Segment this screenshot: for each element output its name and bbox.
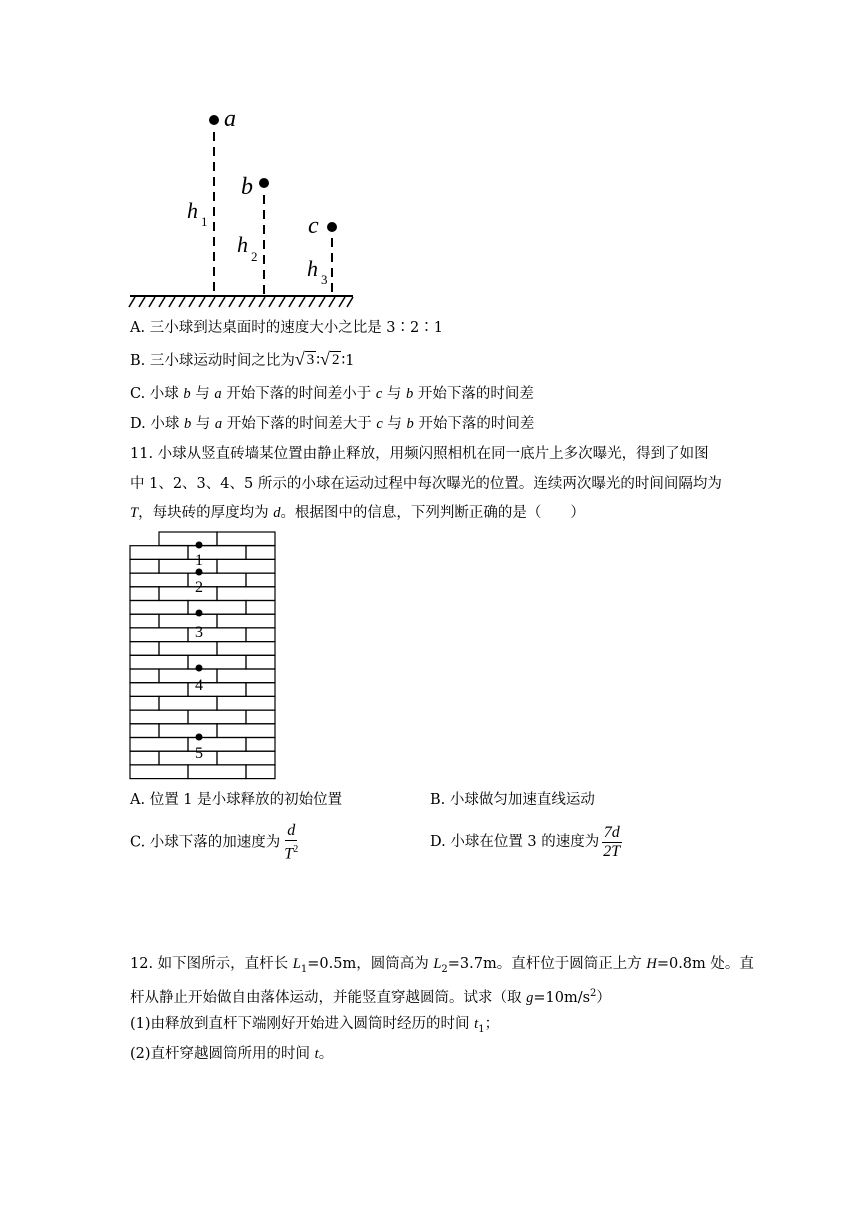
brick <box>130 683 188 697</box>
brick <box>246 601 275 615</box>
label-h2-sub: 2 <box>251 249 258 264</box>
brick <box>217 669 275 683</box>
brick <box>159 642 217 656</box>
position-label-1: 1 <box>195 552 203 569</box>
brick <box>159 614 217 628</box>
label-a: a <box>224 106 236 132</box>
q10-option-d: D. 小球 b 与 a 开始下落的时间差大于 c 与 b 开始下落的时间差 <box>130 416 535 432</box>
brick <box>159 669 217 683</box>
brick <box>130 573 188 587</box>
label-h1: h <box>187 198 198 223</box>
brick <box>159 751 217 765</box>
position-label-4: 4 <box>195 677 203 694</box>
brick <box>130 642 159 656</box>
brick-wall-figure <box>128 530 280 782</box>
brick <box>188 765 246 779</box>
ball-c <box>327 222 337 232</box>
position-label-3: 3 <box>195 624 203 641</box>
label-h3: h <box>307 256 318 281</box>
brick <box>188 710 246 724</box>
label-h1-sub: 1 <box>201 214 208 229</box>
q12-stem-line2: 杆从静止开始做自由落体运动，并能竖直穿越圆筒。试求（取 $g=10m/s^2$） <box>130 988 611 1006</box>
q12-part2: (2)直杆穿越圆筒所用的时间 t。 <box>130 1046 334 1062</box>
brick <box>130 628 188 642</box>
brick <box>130 696 159 710</box>
brick <box>130 669 159 683</box>
q11-option-c: C. 小球下落的加速度为 $\frac{d}{T^2}$ <box>130 822 299 863</box>
brick <box>130 614 159 628</box>
ball-position-2 <box>196 569 203 576</box>
q11-stem-line3: T，每块砖的厚度均为 d。根据图中的信息，下列判断正确的是（ ） <box>130 505 585 521</box>
brick <box>217 587 275 601</box>
label-c: c <box>308 213 319 239</box>
brick <box>246 546 275 560</box>
brick <box>217 559 275 573</box>
q11-option-a: A. 位置 1 是小球释放的初始位置 <box>130 792 343 808</box>
brick <box>159 724 217 738</box>
ball-b <box>259 178 269 188</box>
brick <box>159 559 217 573</box>
brick <box>246 655 275 669</box>
q11-stem-line1: 11. 小球从竖直砖墙某位置由静止释放，用频闪照相机在同一底片上多次曝光，得到了如图 <box>130 446 709 462</box>
brick <box>130 546 188 560</box>
q11-option-d: D. 小球在位置 3 的速度为 $\frac{7d}{2T}$ <box>430 823 621 860</box>
brick <box>246 765 275 779</box>
brick <box>159 587 217 601</box>
q11-option-b: B. 小球做匀加速直线运动 <box>430 792 595 808</box>
ball-position-4 <box>196 665 203 672</box>
brick <box>246 683 275 697</box>
brick <box>246 710 275 724</box>
brick <box>130 655 188 669</box>
q10-option-c: C. 小球 b 与 a 开始下落的时间差小于 c 与 b 开始下落的时间差 <box>130 386 534 402</box>
q12-stem-line1: 12. 如下图所示，直杆长 $L_1=0.5m$，圆筒高为 $L_2=3.7m$。直杆位于圆筒正上方 H=0.8m 处。直 <box>130 956 754 975</box>
label-b: b <box>241 174 253 200</box>
brick <box>159 696 217 710</box>
brick <box>217 614 275 628</box>
brick <box>246 628 275 642</box>
label-h3-sub: 3 <box>321 272 328 287</box>
brick <box>130 724 159 738</box>
ball-a <box>209 115 219 125</box>
position-label-2: 2 <box>195 579 203 596</box>
brick <box>217 642 275 656</box>
brick <box>246 573 275 587</box>
brick <box>130 765 188 779</box>
falling-balls-figure <box>125 100 365 315</box>
ball-position-5 <box>196 734 203 741</box>
brick <box>130 587 159 601</box>
position-label-5: 5 <box>195 745 203 762</box>
brick <box>130 601 188 615</box>
brick <box>246 738 275 752</box>
q11-stem-line2: 中 1、2、3、4、5 所示的小球在运动过程中每次曝光的位置。连续两次曝光的时间间隔均为 <box>130 476 722 492</box>
q12-part1: (1)由释放到直杆下端刚好开始进入圆筒时经历的时间 $t_1$； <box>130 1016 500 1035</box>
brick <box>130 710 188 724</box>
brick <box>130 738 188 752</box>
label-h2: h <box>237 232 248 257</box>
brick <box>217 751 275 765</box>
ball-position-3 <box>196 610 203 617</box>
ball-position-1 <box>196 542 203 549</box>
brick <box>217 724 275 738</box>
brick <box>130 559 159 573</box>
q10-option-a: A. 三小球到达桌面时的速度大小之比是 3∶2∶1 <box>130 320 443 336</box>
q10-option-b: B. 三小球运动时间之比为 √ 3 ∶ √ 2 ∶1 <box>130 349 355 369</box>
brick <box>130 751 159 765</box>
brick <box>217 696 275 710</box>
